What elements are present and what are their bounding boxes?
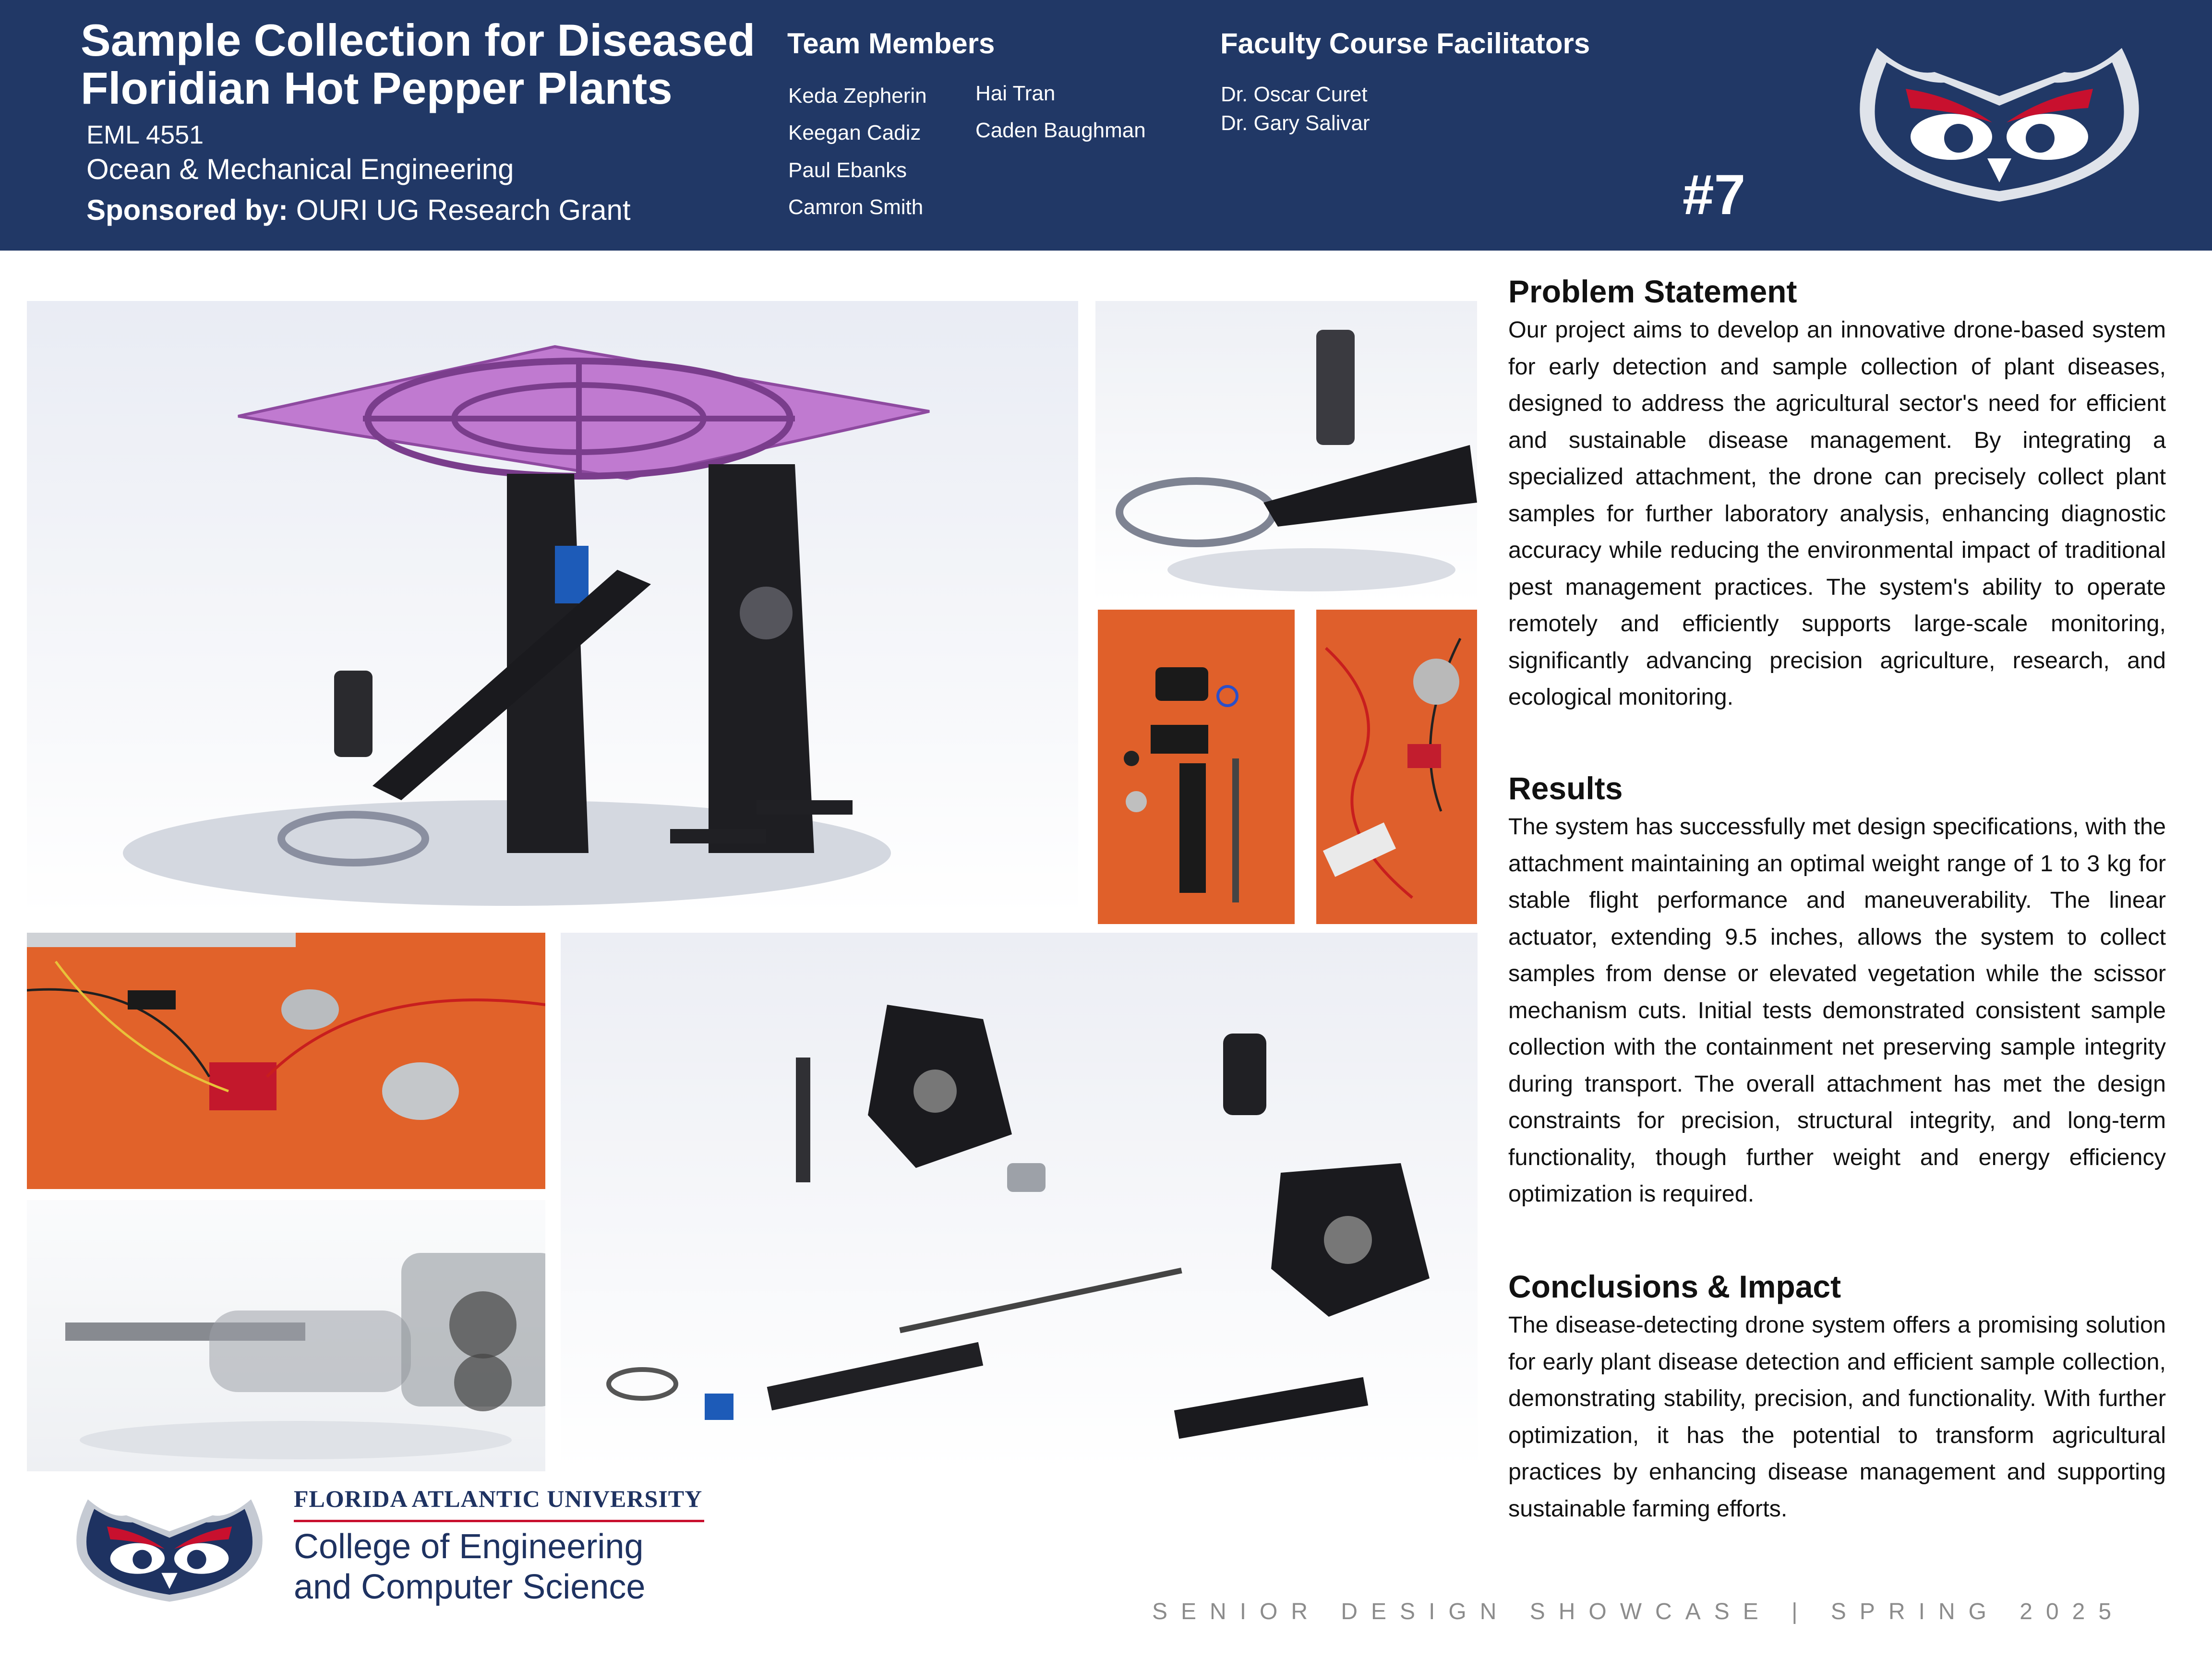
poster-title: [81, 16, 762, 112]
results-heading: Results: [1508, 770, 1623, 806]
photo-motor-driver-test: [27, 933, 545, 1189]
cad-render-linear-actuator: [27, 1200, 545, 1471]
sponsor-name: OURI UG Research Grant: [296, 194, 631, 226]
title-line-2: Floridian Hot Pepper Plants: [81, 63, 673, 113]
header-banner: [0, 0, 2212, 251]
title-line-1: Sample Collection for Diseased: [81, 15, 756, 65]
team-member: Paul Ebanks: [788, 158, 907, 182]
owl-logo-icon: [1848, 38, 2151, 211]
cad-render-drone-assembly: [27, 301, 1078, 917]
photo-wiring-test: [1316, 610, 1477, 924]
showcase-footer: SENIOR DESIGN SHOWCASE | SPRING 2025: [1152, 1599, 2125, 1624]
brand-divider: [294, 1520, 704, 1522]
sponsor-label: Sponsored by:: [86, 194, 289, 226]
team-member: Keegan Cadiz: [788, 121, 921, 144]
results-section: [1508, 768, 2166, 1213]
photo-printed-parts: [1098, 610, 1295, 924]
conclusions-heading: Conclusions & Impact: [1508, 1269, 1841, 1304]
team-member: Keda Zepherin: [788, 84, 927, 108]
cad-render-gripper-arm: [1095, 301, 1477, 603]
faculty-member: Dr. Gary Salivar: [1221, 111, 1370, 135]
university-name: FLORIDA ATLANTIC UNIVERSITY: [294, 1485, 703, 1512]
problem-statement-text: Our project aims to develop an innovative drone-based system for early detection and sample collection of plant diseases, designed to address the agricultural sector's need for efficient and sustainable disease management. By integrating a specialized attachment, the drone can precisely collect plant samples for further laboratory analysis, enhancing diagnostic accuracy while reducing the environmental impact of traditional pest management practices. The system's ability to operate remotely and efficiently supports large-scale monitoring, significantly advancing precision agriculture, research, and ecological monitoring.: [1508, 317, 2166, 710]
cad-render-exploded-view: [561, 933, 1478, 1471]
conclusions-section: [1508, 1266, 2166, 1527]
college-line-2: and Computer Science: [294, 1568, 646, 1606]
results-text: The system has successfully met design specifications, with the attachment maintaining an optimal weight range of 1 to 3 kg for stable flight performance and maneuverability. The linear actuator, extending 9.5 inches, allows the system to collect samples from dense or elevated vegetation while the scissor mechanism cuts. Initial tests demonstrated consistent sample collection with the containment net preserving sample integrity during transport. The overall attachment has met the design constraints for precision, structural integrity, and long-term functionality, though further weight and energy efficiency optimization is required.: [1508, 814, 2166, 1207]
department: Ocean & Mechanical Engineering: [86, 153, 514, 185]
fau-owl-logo-icon: [66, 1493, 273, 1608]
problem-statement-heading: Problem Statement: [1508, 274, 1797, 309]
problem-statement-section: [1508, 271, 2166, 716]
faculty-member: Dr. Oscar Curet: [1221, 83, 1368, 106]
conclusions-text: The disease-detecting drone system offers a promising solution for early plant disease detection and efficient sample collection, demonstrating stability, precision, and functionality. With further optimization, it has the potential to transform agricultural practices by enhancing disease management and supporting sustainable farming efforts.: [1508, 1312, 2166, 1522]
faculty-heading: Faculty Course Facilitators: [1220, 27, 1590, 60]
team-heading: Team Members: [787, 27, 995, 60]
sponsor: [86, 193, 631, 227]
course-code: EML 4551: [86, 120, 204, 149]
team-member: Hai Tran: [975, 82, 1056, 105]
college-line-1: College of Engineering: [294, 1527, 644, 1566]
college-name: [294, 1527, 645, 1607]
team-number: #7: [1683, 163, 1746, 227]
team-member: Caden Baughman: [975, 119, 1146, 142]
team-member: Camron Smith: [788, 195, 924, 219]
